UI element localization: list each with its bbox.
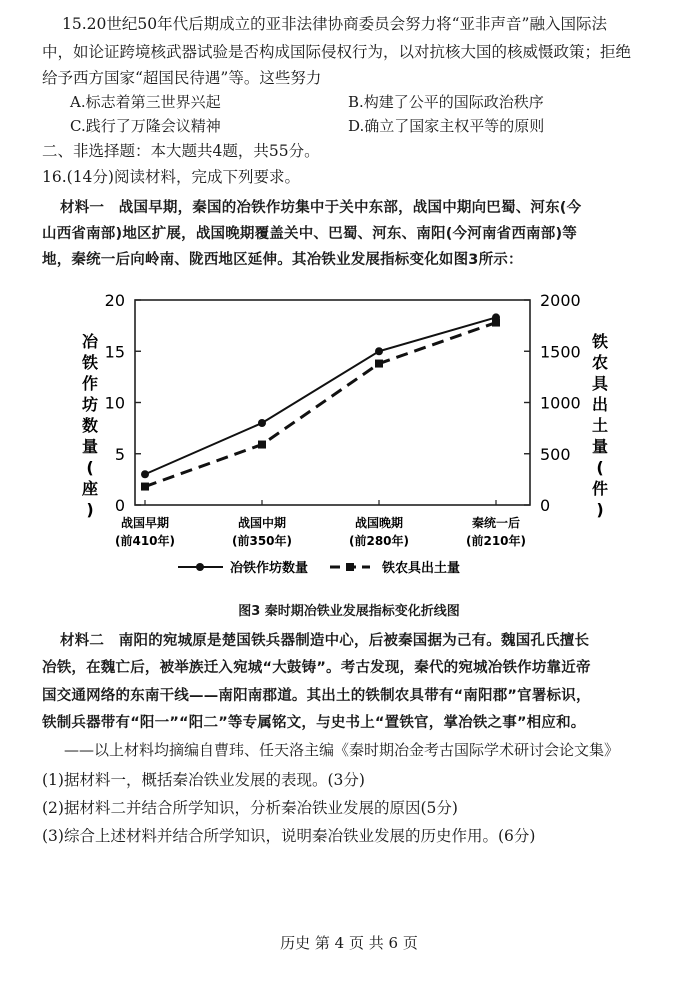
q15-option-c: C.践行了万隆会议精神 <box>70 117 221 135</box>
tools-point <box>492 319 500 327</box>
material2-line1: 材料二 南阳的宛城原是楚国铁兵器制造中心，后被秦国据为己有。魏国孔氏擅长 <box>60 633 590 649</box>
x-tick-label: 战国早期 <box>120 516 170 530</box>
section-heading: 二、非选择题：本大题共4题，共55分。 <box>42 142 320 160</box>
x-tick-label: 战国晚期 <box>354 516 404 530</box>
q15-option-a: A.标志着第三世界兴起 <box>70 93 221 111</box>
q15-option-d: D.确立了国家主权平等的原则 <box>348 117 545 135</box>
material2-line4: 铁制兵器带有“阳一”“阳二”等专属铭文，与史书上“置铁官，掌冶铁之事”相应和。 <box>42 715 586 731</box>
q15-stem-line3: 给予西方国家“超国民待遇”等。这些努力 <box>42 69 322 87</box>
legend-label: 铁农具出土量 <box>382 561 461 576</box>
left-tick-label: 20 <box>104 291 125 310</box>
right-tick-label: 500 <box>540 444 571 464</box>
legend-marker-workshops <box>196 563 204 571</box>
material2-line2: 冶铁，在魏亡后，被举族迁入宛城“大鼓铸”。考古发现，秦代的宛城冶铁作坊靠近帝 <box>42 660 591 676</box>
x-tick-year-label: (前350年) <box>231 534 293 548</box>
right-tick-label: 1000 <box>540 393 581 413</box>
material1-line1: 材料一 战国早期，秦国的冶铁作坊集中于关中东部，战国中期向巴蜀、河东(今 <box>60 200 582 216</box>
workshops-point <box>141 470 149 478</box>
q15-stem-line1: 15.20世纪50年代后期成立的亚非法律协商委员会努力将“亚非声音”融入国际法 <box>62 15 607 33</box>
left-tick-label: 0 <box>114 496 125 515</box>
material1-line3: 地，秦统一后向岭南、陇西地区延伸。其冶铁业发展指标变化如图3所示： <box>42 252 523 268</box>
material-source: ——以上材料均摘编自曹玮、任天洛主编《秦时期冶金考古国际学术研讨会论文集》 <box>64 741 620 759</box>
q15-option-b: B.构建了公平的国际政治秩序 <box>348 93 544 111</box>
legend-label: 冶铁作坊数量 <box>230 561 309 576</box>
x-tick-label: 战国中期 <box>237 516 287 530</box>
x-tick-label: 秦统一后 <box>471 516 521 530</box>
q16-intro: 16.(14分)阅读材料，完成下列要求。 <box>42 168 300 186</box>
tools-point <box>141 483 149 491</box>
workshops-point <box>258 419 266 427</box>
tools-point <box>375 360 383 368</box>
right-tick-label: 1500 <box>540 342 581 362</box>
left-axis-label: 冶铁作坊数量(座) <box>81 332 99 519</box>
page-footer: 历史 第 4 页 共 6 页 <box>280 934 418 952</box>
chart-caption: 图3 秦时期冶铁业发展指标变化折线图 <box>238 604 460 619</box>
q16-subquestion-1: (1)据材料一，概括秦冶铁业发展的表现。(3分) <box>42 771 365 789</box>
series-line-tools <box>145 323 496 487</box>
iron-industry-chart <box>60 285 620 585</box>
right-tick-label: 0 <box>540 496 551 515</box>
left-tick-label: 10 <box>104 393 125 413</box>
left-tick-label: 5 <box>114 444 125 464</box>
x-tick-year-label: (前410年) <box>114 534 176 548</box>
tools-point <box>258 441 266 449</box>
material1-line2: 山西省南部)地区扩展，战国晚期覆盖关中、巴蜀、河东、南阳(今河南省西南部)等 <box>42 226 577 242</box>
x-tick-year-label: (前280年) <box>348 534 410 548</box>
left-tick-label: 15 <box>104 342 125 362</box>
q16-subquestion-2: (2)据材料二并结合所学知识，分析秦冶铁业发展的原因(5分) <box>42 799 458 817</box>
x-tick-year-label: (前210年) <box>465 534 527 548</box>
workshops-point <box>375 347 383 355</box>
material2-line3: 国交通网络的东南干线——南阳南郡道。其出土的铁制农具带有“南阳郡”官署标识， <box>42 688 591 704</box>
legend-marker-tools <box>346 563 354 571</box>
right-tick-label: 2000 <box>540 291 581 310</box>
q16-subquestion-3: (3)综合上述材料并结合所学知识，说明秦冶铁业发展的历史作用。(6分) <box>42 827 536 845</box>
q15-stem-line2: 中，如论证跨境核武器试验是否构成国际侵权行为，以对抗核大国的核威慑政策；拒绝 <box>42 43 632 61</box>
right-axis-label: 铁农具出土量(件) <box>591 332 609 519</box>
